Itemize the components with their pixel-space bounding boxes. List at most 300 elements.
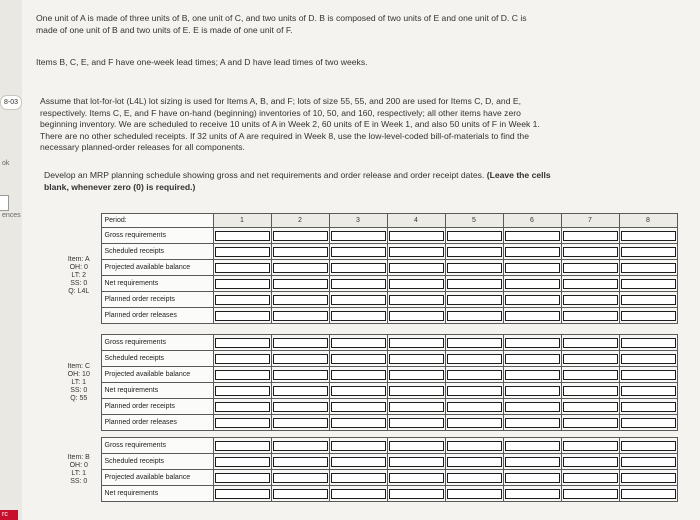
input-cell <box>445 367 503 383</box>
input-cell <box>619 276 677 292</box>
item-a-projected-input[interactable] <box>447 263 502 273</box>
question-line: respectively. Items C, E, and F have on-hand (beginning) inventories of 10, 50, and 160, respectively; all other items have zero <box>40 107 521 118</box>
input-cell <box>271 351 329 367</box>
input-cell <box>271 276 329 292</box>
item-a-lot-size: Q: L4L <box>68 287 90 295</box>
instruction-bold: (Leave the cells <box>486 170 551 180</box>
item-b-gross-input[interactable] <box>331 441 386 451</box>
item-c-net-input[interactable] <box>447 386 502 396</box>
input-cell <box>561 335 619 351</box>
period-1-header: 1 <box>213 214 271 228</box>
instruction-line: Develop an MRP planning schedule showing gross and net requirements and order release and order receipt dates. <box>44 170 485 180</box>
item-a-scheduled-input[interactable] <box>447 247 502 257</box>
item-c-gross-input[interactable] <box>273 338 328 348</box>
item-c-releases-input[interactable] <box>621 418 676 428</box>
input-cell <box>271 438 329 454</box>
item-b-projected-input[interactable] <box>505 473 560 483</box>
item-a-scheduled-input[interactable] <box>273 247 328 257</box>
intro-line-2: made of one unit of B and two units of E. E is made of one unit of F. <box>36 24 293 35</box>
input-cell <box>329 308 387 324</box>
item-c-projected-input[interactable] <box>505 370 560 380</box>
row-label: Net requirements <box>101 486 213 502</box>
item-b-projected-input[interactable] <box>563 473 618 483</box>
item-b-scheduled-input[interactable] <box>331 457 386 467</box>
item-a-gross-input[interactable] <box>215 231 270 241</box>
input-cell <box>387 351 445 367</box>
item-c-gross-input[interactable] <box>447 338 502 348</box>
mrp-table-item-a <box>57 213 678 324</box>
item-c-scheduled-input[interactable] <box>505 354 560 364</box>
input-cell <box>387 308 445 324</box>
item-a-net-input[interactable] <box>273 279 328 289</box>
item-c-releases-input[interactable] <box>447 418 502 428</box>
input-cell <box>271 228 329 244</box>
row-label: Scheduled receipts <box>101 454 213 470</box>
period-4-header: 4 <box>387 214 445 228</box>
item-c-scheduled-input[interactable] <box>447 354 502 364</box>
item-a-releases-input[interactable] <box>505 311 560 321</box>
input-cell <box>445 486 503 502</box>
input-cell <box>445 292 503 308</box>
blank-corner <box>57 214 101 228</box>
input-cell <box>445 244 503 260</box>
input-cell <box>213 438 271 454</box>
item-c-gross-input[interactable] <box>621 338 676 348</box>
input-cell <box>329 454 387 470</box>
input-cell <box>271 486 329 502</box>
problem-intro <box>36 13 696 36</box>
input-cell <box>619 399 677 415</box>
item-c-projected-input[interactable] <box>331 370 386 380</box>
item-b-net-input[interactable] <box>621 489 676 499</box>
sidebar-red-tab[interactable]: rc <box>0 510 18 520</box>
row-label: Scheduled receipts <box>101 351 213 367</box>
item-b-gross-input[interactable] <box>389 441 444 451</box>
input-cell <box>387 438 445 454</box>
row-label: Planned order releases <box>101 415 213 431</box>
input-cell <box>619 367 677 383</box>
item-a-releases-input[interactable] <box>447 311 502 321</box>
item-a-net-input[interactable] <box>621 279 676 289</box>
item-a-gross-input[interactable] <box>273 231 328 241</box>
period-6-header: 6 <box>503 214 561 228</box>
input-cell <box>619 470 677 486</box>
input-cell <box>329 438 387 454</box>
period-8-header: 8 <box>619 214 677 228</box>
sidebar-text-references[interactable]: ences <box>2 212 21 219</box>
item-a-info <box>57 228 101 324</box>
input-cell <box>213 228 271 244</box>
item-b-info <box>57 438 101 502</box>
item-a-net-input[interactable] <box>447 279 502 289</box>
input-cell <box>503 383 561 399</box>
item-c-info <box>57 335 101 431</box>
item-b-scheduled-input[interactable] <box>563 457 618 467</box>
item-b-name: Item: B <box>67 453 90 461</box>
input-cell <box>387 276 445 292</box>
row-label: Gross requirements <box>101 228 213 244</box>
input-cell <box>503 260 561 276</box>
item-c-releases-input[interactable] <box>215 418 270 428</box>
item-b-projected-input[interactable] <box>273 473 328 483</box>
input-cell <box>329 470 387 486</box>
input-cell <box>503 276 561 292</box>
input-cell <box>503 470 561 486</box>
input-cell <box>445 276 503 292</box>
item-b-scheduled-input[interactable] <box>621 457 676 467</box>
input-cell <box>619 335 677 351</box>
item-c-scheduled-input[interactable] <box>215 354 270 364</box>
item-a-releases-input[interactable] <box>563 311 618 321</box>
input-cell <box>329 383 387 399</box>
item-a-gross-input[interactable] <box>331 231 386 241</box>
input-cell <box>445 470 503 486</box>
item-b-scheduled-input[interactable] <box>273 457 328 467</box>
item-c-receipts-input[interactable] <box>389 402 444 412</box>
item-b-net-input[interactable] <box>273 489 328 499</box>
input-cell <box>213 415 271 431</box>
period-5-header: 5 <box>445 214 503 228</box>
input-cell <box>503 415 561 431</box>
input-cell <box>561 308 619 324</box>
item-c-net-input[interactable] <box>273 386 328 396</box>
period-3-header: 3 <box>329 214 387 228</box>
item-b-net-input[interactable] <box>331 489 386 499</box>
item-c-receipts-input[interactable] <box>563 402 618 412</box>
item-a-receipts-input[interactable] <box>621 295 676 305</box>
item-c-scheduled-input[interactable] <box>563 354 618 364</box>
input-cell <box>271 399 329 415</box>
input-cell <box>561 351 619 367</box>
item-a-receipts-input[interactable] <box>215 295 270 305</box>
item-c-projected-input[interactable] <box>621 370 676 380</box>
input-cell <box>329 228 387 244</box>
item-c-gross-input[interactable] <box>215 338 270 348</box>
question-text <box>40 96 700 154</box>
instruction-bold-2: blank, whenever zero (0) is required.) <box>44 181 196 192</box>
item-c-projected-input[interactable] <box>563 370 618 380</box>
item-c-net-input[interactable] <box>563 386 618 396</box>
input-cell <box>561 415 619 431</box>
item-a-releases-input[interactable] <box>273 311 328 321</box>
item-a-projected-input[interactable] <box>505 263 560 273</box>
input-cell <box>619 438 677 454</box>
item-a-scheduled-input[interactable] <box>331 247 386 257</box>
input-cell <box>503 292 561 308</box>
input-cell <box>503 308 561 324</box>
input-cell <box>503 351 561 367</box>
input-cell <box>329 244 387 260</box>
item-a-scheduled-input[interactable] <box>505 247 560 257</box>
item-a-projected-input[interactable] <box>563 263 618 273</box>
item-b-on-hand: OH: 0 <box>69 461 88 469</box>
left-sidebar <box>0 0 22 520</box>
input-cell <box>329 292 387 308</box>
item-b-scheduled-input[interactable] <box>447 457 502 467</box>
item-a-net-input[interactable] <box>215 279 270 289</box>
input-cell <box>329 367 387 383</box>
item-a-receipts-input[interactable] <box>447 295 502 305</box>
item-a-scheduled-input[interactable] <box>563 247 618 257</box>
item-a-receipts-input[interactable] <box>389 295 444 305</box>
item-c-gross-input[interactable] <box>389 338 444 348</box>
input-cell <box>213 335 271 351</box>
input-cell <box>329 415 387 431</box>
input-cell <box>271 383 329 399</box>
input-cell <box>213 367 271 383</box>
input-cell <box>561 276 619 292</box>
item-a-safety-stock: SS: 0 <box>70 279 88 287</box>
input-cell <box>387 383 445 399</box>
item-c-net-input[interactable] <box>215 386 270 396</box>
item-c-gross-input[interactable] <box>563 338 618 348</box>
item-c-releases-input[interactable] <box>389 418 444 428</box>
item-a-net-input[interactable] <box>389 279 444 289</box>
input-cell <box>271 260 329 276</box>
item-c-projected-input[interactable] <box>215 370 270 380</box>
item-a-net-input[interactable] <box>505 279 560 289</box>
input-cell <box>619 292 677 308</box>
item-b-net-input[interactable] <box>447 489 502 499</box>
item-c-net-input[interactable] <box>621 386 676 396</box>
item-c-receipts-input[interactable] <box>273 402 328 412</box>
item-c-projected-input[interactable] <box>447 370 502 380</box>
input-cell <box>329 335 387 351</box>
input-cell <box>561 399 619 415</box>
input-cell <box>387 470 445 486</box>
item-a-gross-input[interactable] <box>563 231 618 241</box>
lead-times-text: Items B, C, E, and F have one-week lead times; A and D have lead times of two weeks. <box>36 57 368 67</box>
input-cell <box>445 399 503 415</box>
input-cell <box>387 399 445 415</box>
item-c-lot-size: Q: 55 <box>70 394 88 402</box>
input-cell <box>271 454 329 470</box>
input-cell <box>445 335 503 351</box>
input-cell <box>271 335 329 351</box>
input-cell <box>503 399 561 415</box>
item-a-projected-input[interactable] <box>215 263 270 273</box>
input-cell <box>503 367 561 383</box>
input-cell <box>213 399 271 415</box>
question-line: Assume that lot-for-lot (L4L) lot sizing is used for Items A, B, and F; lots of size 55, 55, and 200 are used for Items C, D, and E, <box>40 96 521 106</box>
item-c-receipts-input[interactable] <box>505 402 560 412</box>
row-label: Projected available balance <box>101 470 213 486</box>
item-c-lead-time: LT: 1 <box>71 378 87 386</box>
item-b-projected-input[interactable] <box>389 473 444 483</box>
item-b-projected-input[interactable] <box>447 473 502 483</box>
input-cell <box>619 454 677 470</box>
item-b-gross-input[interactable] <box>215 441 270 451</box>
item-a-net-input[interactable] <box>331 279 386 289</box>
input-cell <box>213 244 271 260</box>
input-cell <box>387 367 445 383</box>
input-cell <box>619 260 677 276</box>
input-cell <box>387 486 445 502</box>
item-c-net-input[interactable] <box>389 386 444 396</box>
item-b-projected-input[interactable] <box>331 473 386 483</box>
item-c-gross-input[interactable] <box>331 338 386 348</box>
item-b-gross-input[interactable] <box>621 441 676 451</box>
input-cell <box>561 367 619 383</box>
item-c-receipts-input[interactable] <box>447 402 502 412</box>
period-2-header: 2 <box>271 214 329 228</box>
item-c-scheduled-input[interactable] <box>621 354 676 364</box>
item-a-gross-input[interactable] <box>621 231 676 241</box>
item-a-gross-input[interactable] <box>505 231 560 241</box>
input-cell <box>329 399 387 415</box>
input-cell <box>445 308 503 324</box>
item-b-scheduled-input[interactable] <box>215 457 270 467</box>
item-c-receipts-input[interactable] <box>331 402 386 412</box>
input-cell <box>561 454 619 470</box>
question-line: There are no other scheduled receipts. If 32 units of A are required in Week 8, use the low-level-coded bill-of-materials to find the <box>40 130 529 141</box>
item-c-name: Item: C <box>67 362 91 370</box>
item-c-scheduled-input[interactable] <box>389 354 444 364</box>
input-cell <box>329 276 387 292</box>
item-c-safety-stock: SS: 0 <box>70 386 88 394</box>
input-cell <box>213 486 271 502</box>
row-label: Gross requirements <box>101 438 213 454</box>
item-c-scheduled-input[interactable] <box>331 354 386 364</box>
item-c-scheduled-input[interactable] <box>273 354 328 364</box>
item-c-receipts-input[interactable] <box>621 402 676 412</box>
input-cell <box>445 438 503 454</box>
item-c-releases-input[interactable] <box>505 418 560 428</box>
input-cell <box>213 383 271 399</box>
row-label: Net requirements <box>101 383 213 399</box>
item-b-net-input[interactable] <box>505 489 560 499</box>
row-label: Projected available balance <box>101 260 213 276</box>
input-cell <box>561 228 619 244</box>
question-number-badge[interactable]: 8-03 <box>0 95 22 110</box>
item-c-releases-input[interactable] <box>273 418 328 428</box>
item-a-projected-input[interactable] <box>331 263 386 273</box>
input-cell <box>271 244 329 260</box>
input-cell <box>213 276 271 292</box>
input-cell <box>503 454 561 470</box>
item-a-projected-input[interactable] <box>621 263 676 273</box>
input-cell <box>445 228 503 244</box>
item-b-net-input[interactable] <box>215 489 270 499</box>
input-cell <box>503 335 561 351</box>
item-b-net-input[interactable] <box>563 489 618 499</box>
input-cell <box>561 292 619 308</box>
item-b-gross-input[interactable] <box>505 441 560 451</box>
item-b-lead-time: LT: 1 <box>71 469 87 477</box>
input-cell <box>213 260 271 276</box>
item-b-scheduled-input[interactable] <box>505 457 560 467</box>
input-cell <box>503 228 561 244</box>
item-a-lead-time: LT: 2 <box>71 271 87 279</box>
item-a-releases-input[interactable] <box>389 311 444 321</box>
input-cell <box>503 486 561 502</box>
input-cell <box>213 351 271 367</box>
item-b-gross-input[interactable] <box>273 441 328 451</box>
input-cell <box>271 415 329 431</box>
input-cell <box>445 383 503 399</box>
mrp-table-item-c <box>57 334 678 431</box>
input-cell <box>503 244 561 260</box>
item-b-projected-input[interactable] <box>621 473 676 483</box>
item-a-scheduled-input[interactable] <box>215 247 270 257</box>
item-c-gross-input[interactable] <box>505 338 560 348</box>
input-cell <box>387 228 445 244</box>
mrp-table-item-b <box>57 437 678 502</box>
input-cell <box>561 438 619 454</box>
input-cell <box>387 260 445 276</box>
input-cell <box>213 454 271 470</box>
item-a-receipts-input[interactable] <box>331 295 386 305</box>
input-cell <box>561 260 619 276</box>
input-cell <box>619 486 677 502</box>
item-a-gross-input[interactable] <box>389 231 444 241</box>
question-line: necessary planned-order releases for all components. <box>40 142 245 152</box>
row-label: Planned order receipts <box>101 399 213 415</box>
item-c-releases-input[interactable] <box>563 418 618 428</box>
intro-line-1: One unit of A is made of three units of B, one unit of C, and two units of D. B is composed of two units of E and one unit of D. C is <box>36 13 527 23</box>
item-a-projected-input[interactable] <box>389 263 444 273</box>
input-cell <box>619 351 677 367</box>
item-a-scheduled-input[interactable] <box>621 247 676 257</box>
input-cell <box>445 415 503 431</box>
item-a-gross-input[interactable] <box>447 231 502 241</box>
item-a-name: Item: A <box>67 255 90 263</box>
item-a-receipts-input[interactable] <box>505 295 560 305</box>
item-a-receipts-input[interactable] <box>563 295 618 305</box>
item-a-releases-input[interactable] <box>215 311 270 321</box>
input-cell <box>387 244 445 260</box>
input-cell <box>213 308 271 324</box>
input-cell <box>271 308 329 324</box>
item-a-net-input[interactable] <box>563 279 618 289</box>
input-cell <box>329 260 387 276</box>
row-label: Projected available balance <box>101 367 213 383</box>
item-a-projected-input[interactable] <box>273 263 328 273</box>
item-b-projected-input[interactable] <box>215 473 270 483</box>
row-label: Gross requirements <box>101 335 213 351</box>
item-a-scheduled-input[interactable] <box>389 247 444 257</box>
item-a-on-hand: OH: 0 <box>69 263 88 271</box>
row-label: Scheduled receipts <box>101 244 213 260</box>
bookmark-flag-icon[interactable] <box>0 195 9 211</box>
item-c-net-input[interactable] <box>505 386 560 396</box>
item-c-projected-input[interactable] <box>273 370 328 380</box>
input-cell <box>271 470 329 486</box>
input-cell <box>619 415 677 431</box>
input-cell <box>213 292 271 308</box>
item-c-on-hand: OH: 10 <box>67 370 90 378</box>
input-cell <box>387 454 445 470</box>
item-c-projected-input[interactable] <box>389 370 444 380</box>
item-b-scheduled-input[interactable] <box>389 457 444 467</box>
item-c-net-input[interactable] <box>331 386 386 396</box>
item-b-gross-input[interactable] <box>563 441 618 451</box>
item-a-receipts-input[interactable] <box>273 295 328 305</box>
input-cell <box>271 292 329 308</box>
item-b-net-input[interactable] <box>389 489 444 499</box>
item-a-releases-input[interactable] <box>331 311 386 321</box>
input-cell <box>387 335 445 351</box>
item-c-receipts-input[interactable] <box>215 402 270 412</box>
item-b-gross-input[interactable] <box>447 441 502 451</box>
item-c-releases-input[interactable] <box>331 418 386 428</box>
sidebar-text-ok: ok <box>2 160 10 167</box>
input-cell <box>619 308 677 324</box>
item-a-releases-input[interactable] <box>621 311 676 321</box>
row-label: Planned order receipts <box>101 292 213 308</box>
input-cell <box>503 438 561 454</box>
period-label: Period: <box>101 214 213 228</box>
